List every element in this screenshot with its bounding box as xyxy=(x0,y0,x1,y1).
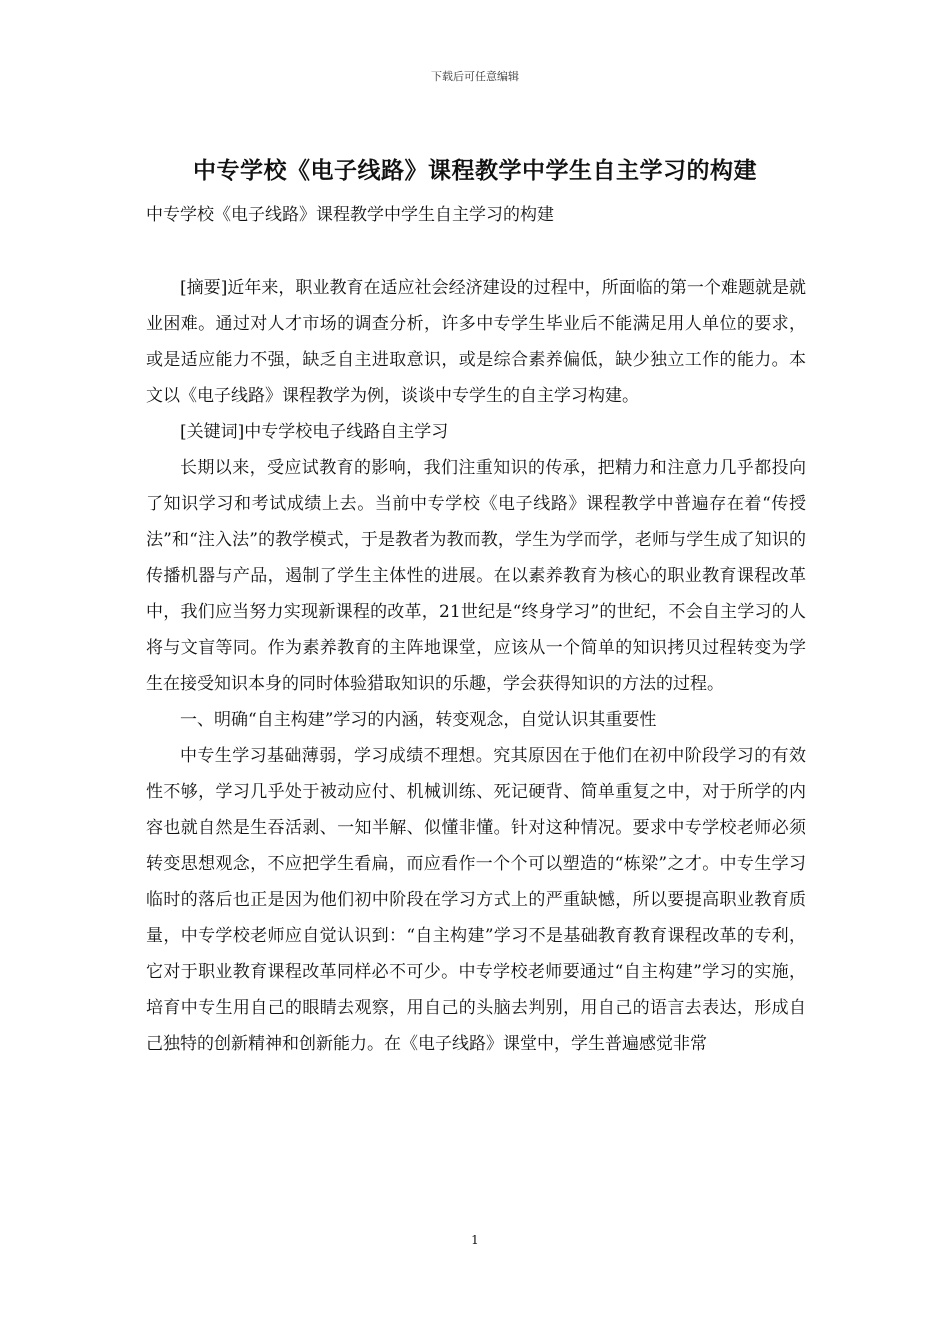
document-subtitle: 中专学校《电子线路》课程教学中学生自主学习的构建 xyxy=(146,205,554,225)
abstract-paragraph: [摘要]近年来，职业教育在适应社会经济建设的过程中，所面临的第一个难题就是就业困难。通过对人才市场的调查分析，许多中专学生毕业后不能满足用人单位的要求，或是适应能力不强，缺乏自主进取意识，或是综合素养偏低，缺少独立工作的能力。本文以《电子线路》课程教学为例，谈谈中专学生的自主学习构建。 xyxy=(146,278,806,406)
header-note: 下载后可任意编辑 xyxy=(431,70,519,83)
document-body xyxy=(146,270,806,1062)
body-paragraph: 长期以来，受应试教育的影响，我们注重知识的传承，把精力和注意力几乎都投向了知识学习和考试成绩上去。当前中专学校《电子线路》课程教学中普遍存在着“传授法”和“注入法”的教学模式，于是教者为教而教，学生为学而学，老师与学生成了知识的传播机器与产品，遏制了学生主体性的进展。在以素养教育为核心的职业教育课程改革中，我们应当努力实现新课程的改革，21世纪是“终身学习”的世纪，不会自主学习的人将与文盲等同。作为素养教育的主阵地课堂，应该从一个简单的知识拷贝过程转变为学生在接受知识本身的同时体验猎取知识的乐趣，学会获得知识的方法的过程。 xyxy=(146,458,806,694)
keywords-paragraph: [关键词]中专学校电子线路自主学习 xyxy=(180,422,449,442)
section-heading: 一、明确“自主构建”学习的内涵，转变观念，自觉认识其重要性 xyxy=(180,710,657,730)
document-title: 中专学校《电子线路》课程教学中学生自主学习的构建 xyxy=(193,157,757,184)
body-paragraph: 中专生学习基础薄弱，学习成绩不理想。究其原因在于他们在初中阶段学习的有效性不够，学习几乎处于被动应付、机械训练、死记硬背、简单重复之中，对于所学的内容也就自然是生吞活剥、一知半解、似懂非懂。针对这种情况。要求中专学校老师必须转变思想观念，不应把学生看扁，而应看作一个个可以塑造的“栋梁”之才。中专生学习临时的落后也正是因为他们初中阶段在学习方式上的严重缺憾，所以要提高职业教育质量，中专学校老师应自觉认识到：“自主构建”学习不是基础教育教育课程改革的专利，它对于职业教育课程改革同样必不可少。中专学校老师要通过“自主构建”学习的实施，培育中专生用自己的眼睛去观察，用自己的头脑去判别，用自己的语言去表达，形成自己独特的创新精神和创新能力。在《电子线路》课堂中，学生普遍感觉非常 xyxy=(146,746,806,1054)
page-number: 1 xyxy=(471,1233,479,1247)
